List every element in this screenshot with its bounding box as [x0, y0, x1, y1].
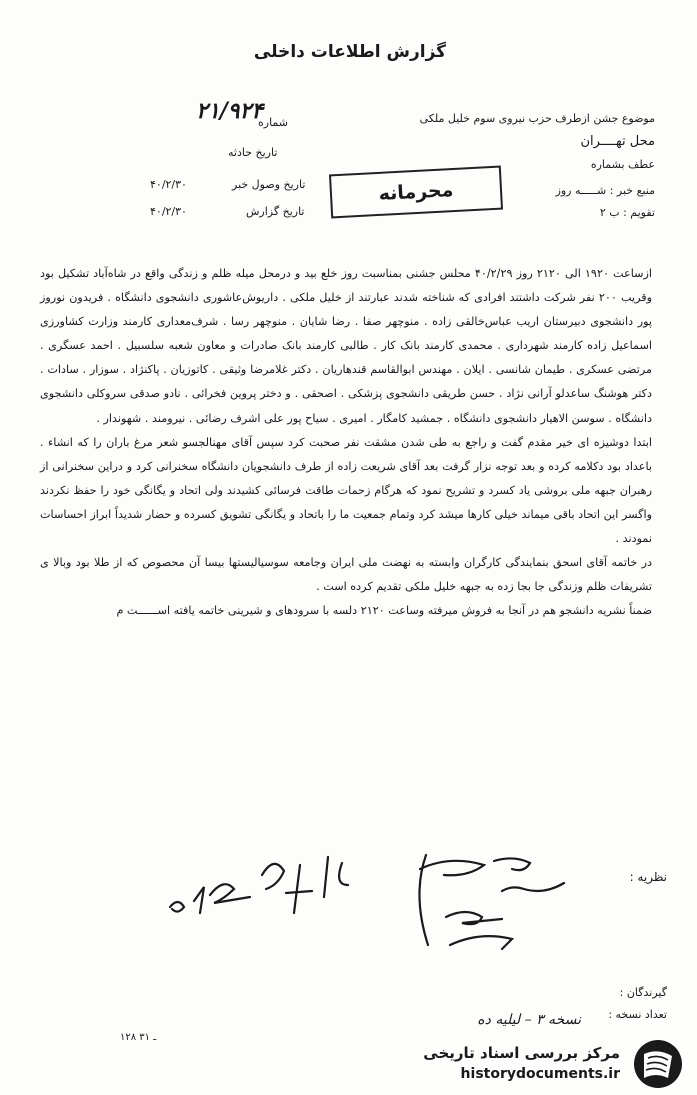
- file-number: ۱۲۸ ـ ۳۱: [120, 1032, 157, 1043]
- archive-website: historydocuments.ir: [460, 1066, 620, 1082]
- copies-value: نسخه ۳ – لیلیه ده: [477, 1012, 581, 1028]
- handwritten-signatures: [150, 845, 590, 965]
- body-paragraph: ازساعت ۱۹۲۰ الی ۲۱۲۰ روز ۴۰/۲/۲۹ محلس جشنی بمناسبت روز خلع بید و درمحل میله ظلم و زندگی واقع در شاه‌آباد تشکیل بود وقریب ۲۰۰ نفر شرکت داشتند افرادی که شناخته شدند عبارتند از خلیل ملکی . داریوش‌عاشوری دانشجوی دانشگاه . فریدون نوروز پور دانشجوی دبیرستان اریب عباس‌خالقی زاده . منوچهر صفا . رضا شایان . منوچهر رسا . شرف‌معداری کارمند وزارت کشاورزی اسماعیل زاده کارمند شهرداری . محمدی کارمند بانک کار . طالبی کارمند بانک صادرات و معاون شعبه سلسبیل . احمد عسگری . مرتضی عسکری . طیمان شانسی . ایلان . مهندس ابوالقاسم قندهاریان . دکتر غلامرضا وثیقی . کاتوزیان . پاکنژاد . سوزار . سادات . دکتر هوشنگ ساعدلو آرانی نژاد . حسن طریقی دانشجوی پزشکی . اصحقی . و دختر پروین فخرائی . نادو صدقی سروکلی دانشجوی دانشگاه . سوسن الاهیار دانشجوی دانشگاه . جمشید کامگار . امیری . سیاح پور علی اشرف رضائی . نیرومند . شهوندار .: [40, 267, 653, 425]
- document-title: گزارش اطلاعات داخلی: [253, 42, 447, 62]
- copies-label: تعداد نسخه :: [608, 1008, 667, 1021]
- report-date-value: ۴۰/۲/۳۰: [150, 205, 187, 218]
- archive-org-name: مرکز بررسی اسناد تاریخی: [423, 1044, 620, 1062]
- place-line: محل تهــــران: [580, 134, 655, 149]
- body-paragraph: ابتدا دوشیزه ای خیر مقدم گفت و راجع به طی شدن مشقت نفر صحبت کرد سپس آقای مهنالجسو شعر مرغ باران را که انشاء . باعداد بود دکلامه کرده و بعد توجه نزار گرفت بعد آقای شریعت زاده از طرف دانشجویان دانشگاه سخنرانی کرد و دراین سخنرانی از رهبران جبهه ملی بروشی یاد کسرد و تشریح نمود که هرگام زحمات طاقت فرسائی کشیدند ولی اتحاد و یگانگی خود را حفظ نکردند واگسر این اتحاد باقی میماند خیلی کارها میشد کرد وتمام جمعیت ما را باتحاد و یگانگی تشویق کسرده و حضار شدیداً ابراز احساسات نمودند .: [40, 435, 652, 546]
- evaluation-line: تقویم : ب ۲: [599, 206, 655, 219]
- number-label: شماره: [258, 116, 289, 129]
- received-date-label: تاریخ وصول خبر: [232, 178, 306, 191]
- subject-line: موضوع جشن ازطرف حزب نیروی سوم خلیل ملکی: [419, 112, 655, 125]
- attention-line: عطف بشماره: [590, 158, 655, 171]
- classification-stamp: محرمانه: [329, 166, 503, 219]
- number-value: ۲۱/۹۲۴: [196, 98, 264, 124]
- archive-watermark: [408, 1038, 692, 1090]
- event-date-label: تاریخ حادثه: [228, 146, 278, 159]
- received-date-value: ۴۰/۲/۳۰: [150, 178, 187, 191]
- body-paragraph: ضمناً نشریه دانشجو هم در آنجا به فروش میرفته وساعت ۲۱۲۰ دلسه با سرودهای و شیرینی خاتمه یافته اســــــت م: [116, 604, 652, 618]
- archive-logo-icon: [630, 1038, 686, 1090]
- source-line: منبع خبر : شـــــه روز: [555, 184, 655, 197]
- recipients-label: گیرندگان :: [619, 986, 667, 999]
- comment-label: نظریه :: [629, 870, 667, 884]
- report-date-label: تاریخ گزارش: [246, 205, 305, 218]
- body-paragraph: در خاتمه آقای اسحق بنمایندگی کارگران وابسته به نهضت ملی ایران وجامعه سوسیالیستها بیسا آن محصوص که از طلا بود وبالا ی تشریفات ظلم وزندگی جا بجا زده به جبهه خلیل ملکی تقدیم کرده است .: [40, 556, 652, 594]
- report-body: [40, 262, 652, 623]
